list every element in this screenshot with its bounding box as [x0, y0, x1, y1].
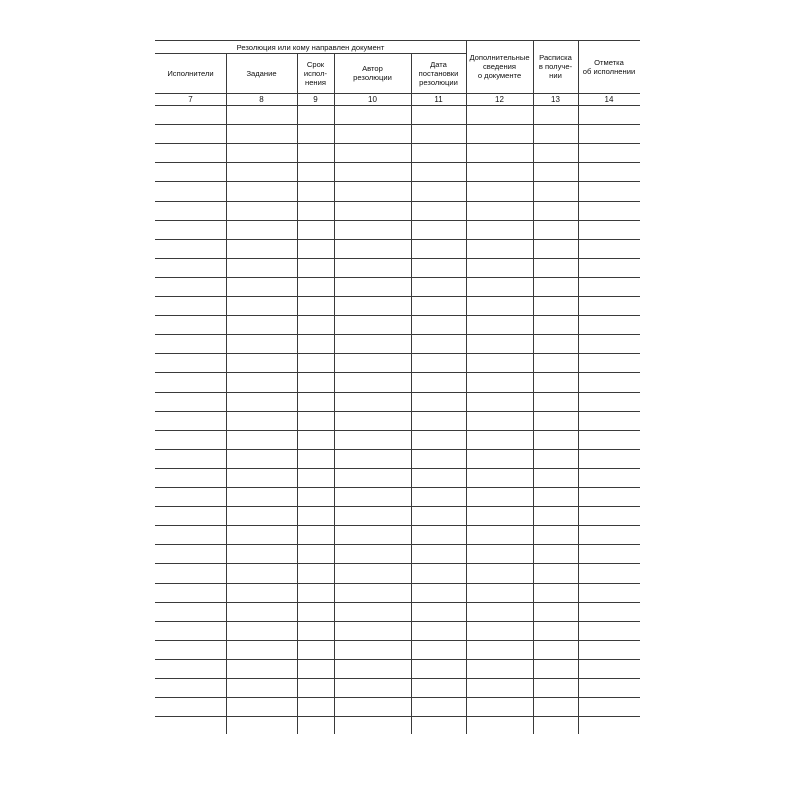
table-row-line — [155, 697, 640, 698]
column-number: 13 — [551, 95, 560, 104]
table-row-line — [155, 258, 640, 259]
table-row-line — [155, 353, 640, 354]
table-row-line — [155, 392, 640, 393]
column-divider — [533, 40, 534, 734]
column-number: 10 — [368, 95, 377, 104]
table-row-line — [155, 105, 640, 106]
column-divider — [226, 53, 227, 734]
table-row-line — [155, 220, 640, 221]
column-header-label: Исполнители — [167, 68, 214, 78]
table-row-line — [155, 315, 640, 316]
table-row-line — [155, 449, 640, 450]
table-row-line — [155, 506, 640, 507]
table-row-line — [155, 181, 640, 182]
group-header-title: Резолюция или кому направлен документ — [236, 42, 385, 52]
table-row-line — [155, 678, 640, 679]
table-row-line — [155, 372, 640, 373]
table-row-line — [155, 430, 640, 431]
header-bottom-border — [155, 93, 640, 94]
table-row-line — [155, 411, 640, 412]
table-row-line — [155, 640, 640, 641]
column-divider — [297, 53, 298, 734]
column-divider — [466, 40, 467, 734]
column-header-label: Автор резолюции — [353, 64, 392, 82]
column-number: 9 — [313, 95, 318, 104]
table-row-line — [155, 525, 640, 526]
column-header-label: Отметка об исполнении — [582, 57, 636, 76]
column-header-label: Дополнительные сведения о документе — [469, 53, 530, 80]
column-header-label: Задание — [246, 68, 277, 78]
column-header-label: Дата постановки резолюции — [418, 59, 459, 87]
table-row-line — [155, 143, 640, 144]
column-number: 8 — [259, 95, 264, 104]
table-row-line — [155, 602, 640, 603]
table-row-line — [155, 124, 640, 125]
column-divider — [334, 53, 335, 734]
column-divider — [578, 40, 579, 734]
table-row-line — [155, 296, 640, 297]
table-row-line — [155, 659, 640, 660]
table-row-line — [155, 201, 640, 202]
table-row-line — [155, 239, 640, 240]
table-row-line — [155, 544, 640, 545]
column-header-label: Расписка в получе- нии — [538, 53, 573, 80]
table-row-line — [155, 716, 640, 717]
table-row-line — [155, 621, 640, 622]
table-row-line — [155, 277, 640, 278]
table-row-line — [155, 162, 640, 163]
table-row-line — [155, 334, 640, 335]
table-row-line — [155, 468, 640, 469]
table-row-line — [155, 583, 640, 584]
column-number: 11 — [434, 95, 443, 104]
table-row-line — [155, 563, 640, 564]
column-header-label: Срок испол- нения — [303, 59, 328, 87]
table-row-line — [155, 487, 640, 488]
column-number: 7 — [188, 95, 193, 104]
column-divider — [411, 53, 412, 734]
column-number: 12 — [495, 95, 504, 104]
column-number: 14 — [604, 95, 614, 104]
